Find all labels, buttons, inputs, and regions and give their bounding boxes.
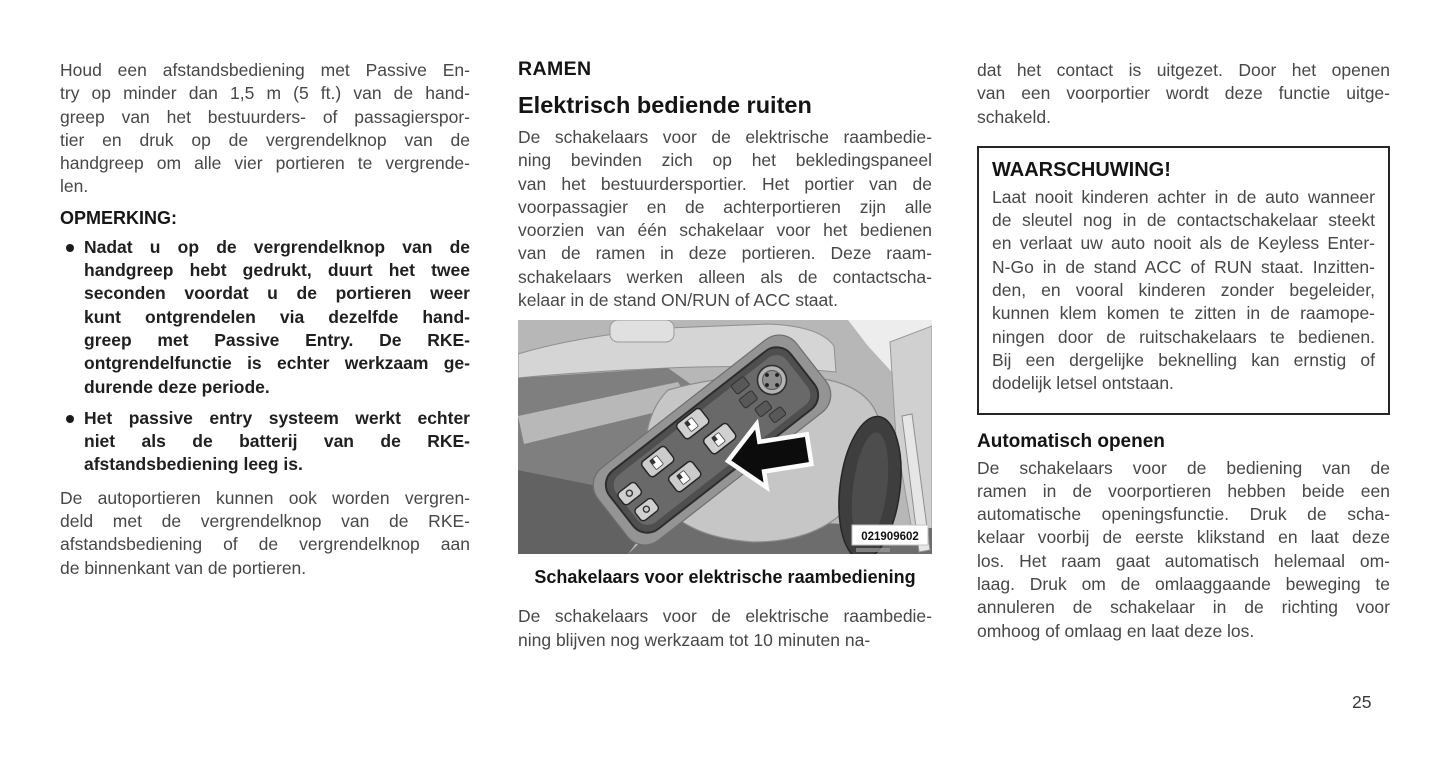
paragraph: De schakelaars voor de bediening van de ramen in de voorportieren hebben beide een automatische openingsfunctie. Druk de scha- kelaar voorbij de eerste klikstand en laat deze los. Het raam gaat automatisch helemaal om- laag. Druk om de omlaaggaande beweging te annuleren de schakelaar in de richting voor omhoog of omlaag en laat deze los. bbox=[977, 457, 1390, 641]
subsection-heading: Automatisch openen bbox=[977, 430, 1165, 452]
right-column bbox=[977, 55, 1390, 643]
mirror-knob-icon bbox=[758, 366, 787, 395]
bullet-icon bbox=[66, 415, 74, 423]
note-list bbox=[60, 236, 470, 477]
figure bbox=[518, 320, 932, 554]
note-heading: OPMERKING: bbox=[60, 207, 177, 228]
paragraph: dat het contact is uitgezet. Door het openen van een voorportier wordt deze functie uitge- schakeld. bbox=[977, 60, 1390, 127]
list-item bbox=[60, 407, 470, 477]
warning-box bbox=[977, 146, 1390, 415]
bullet-icon bbox=[66, 244, 74, 252]
warning-title: WAARSCHUWING! bbox=[992, 158, 1171, 181]
warning-body: Laat nooit kinderen achter in de auto wanneer de sleutel nog in de contactschakelaar steekt en verlaat uw auto nooit als de Keyless Enter- N-Go in de stand ACC of RUN staat. Inzitten- den, en vooral kinderen zonder begeleider, kunnen klem komen te zitten in de raamope- ningen door de ruitschakelaars te bedienen. Bij een dergelijke beknelling kan ernstig of dodelijk letsel ontstaan. bbox=[992, 186, 1375, 394]
window-switches-image bbox=[518, 320, 932, 554]
paragraph: De schakelaars voor de elektrische raambedie- ning bevinden zich op het bekledingspaneel van het bestuurdersportier. Het portier van de voorpassagier en de achterportieren zijn alle voorzien van één schakelaar voor het bedienen van de ramen in deze portieren. Deze raam- schakelaars werken alleen als de contactscha- kelaar in de stand ON/RUN of ACC staat. bbox=[518, 127, 932, 311]
left-column bbox=[60, 55, 470, 580]
list-item-text: Nadat u op de vergrendelknop van de handgreep hebt gedrukt, duurt het twee seconden voordat u de portieren weer kunt ontgrendelen via dezelfde hand- greep met Passive Entry. De RKE- ontgrendelfunctie is echter werkzaam ge- durende deze periode. bbox=[84, 236, 470, 397]
middle-column bbox=[518, 55, 932, 652]
page-number: 25 bbox=[1352, 692, 1372, 712]
list-item bbox=[60, 236, 470, 399]
figure-caption: Schakelaars voor elektrische raambediening bbox=[534, 567, 916, 588]
section-heading: RAMEN bbox=[518, 58, 592, 80]
subsection-heading: Elektrisch bediende ruiten bbox=[518, 92, 812, 118]
paragraph: Houd een afstandsbediening met Passive En- try op minder dan 1,5 m (5 ft.) van de hand- greep van het bestuurders- of passagierspor- tier en druk op de vergrendelknop van de handgreep om alle vier portieren te vergrende- len. bbox=[60, 60, 470, 197]
paragraph: De schakelaars voor de elektrische raambedie- ning blijven nog werkzaam tot 10 minuten na- bbox=[518, 606, 932, 650]
paragraph: De autoportieren kunnen ook worden vergren- deld met de vergrendelknop van de RKE- afstandsbediening of de vergrendelknop aan de binnenkant van de portieren. bbox=[60, 487, 470, 578]
list-item-text: Het passive entry systeem werkt echter niet als de batterij van de RKE- afstandsbediening leeg is. bbox=[84, 407, 470, 475]
image-id: 021909602 bbox=[861, 531, 919, 544]
